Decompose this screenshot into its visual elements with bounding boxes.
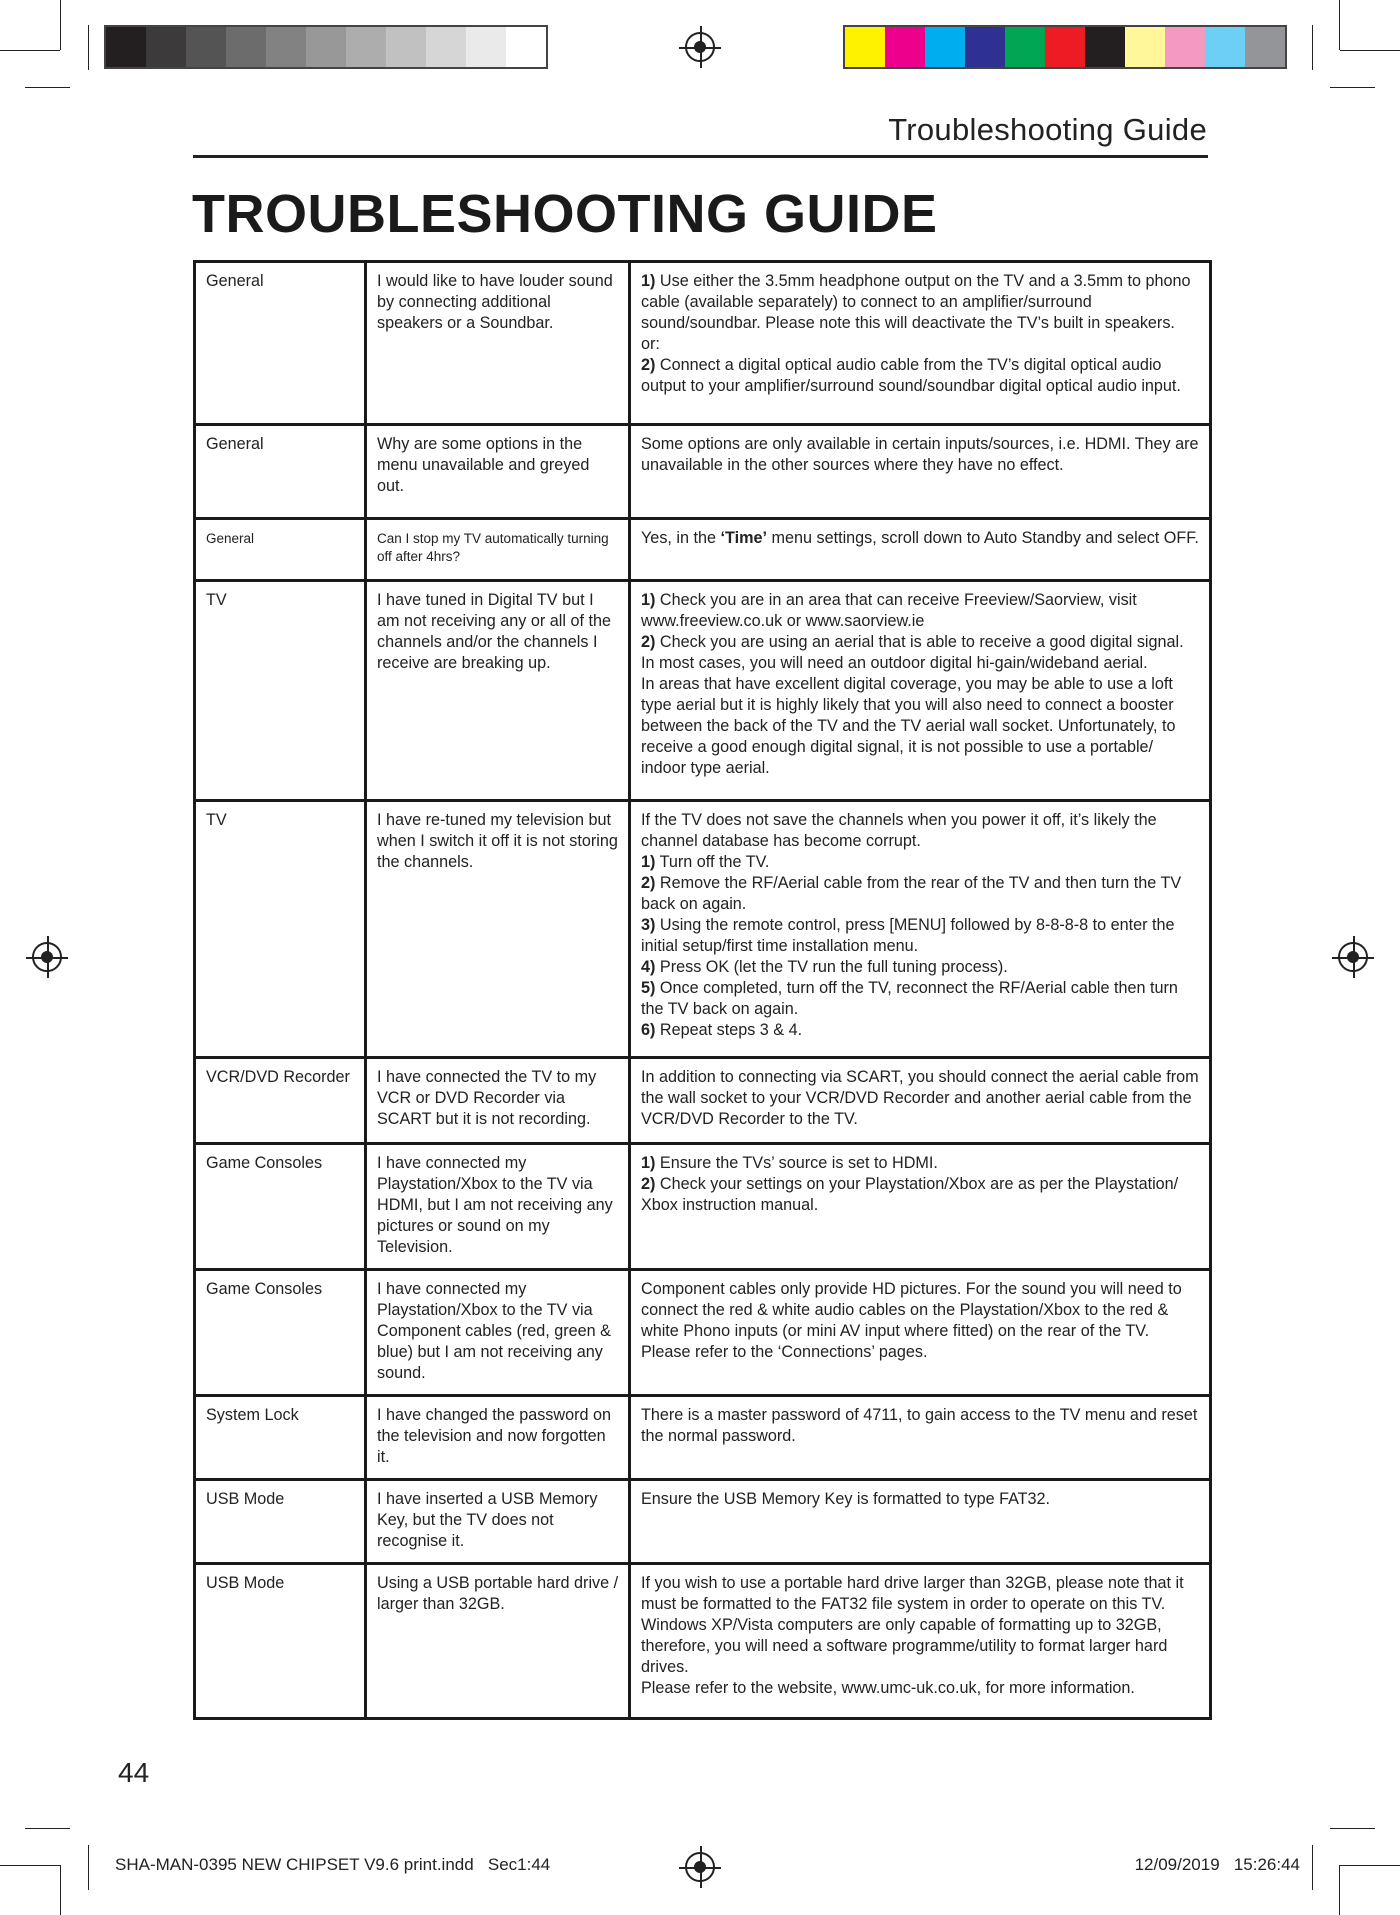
solution-text: Use either the 3.5mm headphone output on the TV and a 3.5mm to phono cable (available separately) to connect to an amplifier/surround sound/soundbar. Please note this will deactivate the TV’s built in speakers. xyxy=(641,272,1191,332)
step-number: 2) xyxy=(641,356,656,374)
calibration-swatch xyxy=(1085,27,1125,67)
solution-cell xyxy=(630,1480,1211,1564)
problem-cell: I would like to have louder sound by connecting additional speakers or a Soundbar. xyxy=(366,262,630,425)
solution-text: Repeat steps 3 & 4. xyxy=(655,1021,803,1039)
calibration-swatch xyxy=(386,27,426,67)
calibration-swatch xyxy=(1205,27,1245,67)
step-number: 1) xyxy=(641,1154,656,1172)
table-row xyxy=(195,1058,1211,1144)
solution-line xyxy=(641,1279,1200,1363)
solution-line xyxy=(641,590,1200,632)
solution-line xyxy=(641,355,1200,397)
problem-cell: Why are some options in the menu unavailable and greyed out. xyxy=(366,425,630,519)
crop-mark xyxy=(1312,1845,1313,1890)
step-number: 2) xyxy=(641,874,656,892)
category-cell: General xyxy=(195,425,366,519)
solution-cell xyxy=(630,1564,1211,1719)
solution-cell xyxy=(630,1270,1211,1396)
crop-mark xyxy=(1339,0,1340,50)
solution-text: Remove the RF/Aerial cable from the rear of the TV and then turn the TV back on again. xyxy=(641,874,1182,913)
solution-text: Component cables only provide HD pictures. For the sound you will need to connect the red & white audio cables on the Playstation/Xbox to the red & white Phono inputs (or mini AV input where fitted) on the rear of the TV. Please refer to the ‘Connections’ pages. xyxy=(641,1280,1182,1361)
crop-mark xyxy=(1339,1865,1340,1915)
step-number: 1) xyxy=(641,272,656,290)
problem-cell: I have connected my Playstation/Xbox to the TV via Component cables (red, green & blue) but I am not receiving any sound. xyxy=(366,1270,630,1396)
solution-text: Check your settings on your Playstation/Xbox are as per the Playstation/ Xbox instruction manual. xyxy=(641,1175,1179,1214)
crop-mark xyxy=(60,0,61,50)
solution-text: or: xyxy=(641,335,660,353)
solution-line xyxy=(641,1020,1200,1041)
table-row xyxy=(195,1144,1211,1270)
calibration-swatch xyxy=(1005,27,1045,67)
calibration-swatch xyxy=(1125,27,1165,67)
problem-cell: I have connected my Playstation/Xbox to the TV via HDMI, but I am not receiving any pictures or sound on my Television. xyxy=(366,1144,630,1270)
calibration-swatch xyxy=(146,27,186,67)
calibration-swatch xyxy=(1165,27,1205,67)
table-row xyxy=(195,425,1211,519)
step-number: 5) xyxy=(641,979,656,997)
crop-mark xyxy=(25,87,70,88)
calibration-swatch xyxy=(346,27,386,67)
crop-mark xyxy=(88,1845,89,1890)
step-number: 2) xyxy=(641,1175,656,1193)
category-cell: USB Mode xyxy=(195,1564,366,1719)
solution-text: If you wish to use a portable hard drive larger than 32GB, please note that it must be formatted to the FAT32 file system in order to operate on this TV. Windows XP/Vista computers are only capable of formatting up to 32GB, therefore, you will need a software programme/utility to format larger hard drives. xyxy=(641,1574,1184,1676)
registration-mark-icon xyxy=(685,1852,715,1882)
step-number: 1) xyxy=(641,853,656,871)
solution-line xyxy=(641,1174,1200,1216)
table-row xyxy=(195,262,1211,425)
category-cell: VCR/DVD Recorder xyxy=(195,1058,366,1144)
solution-line xyxy=(641,978,1200,1020)
calibration-swatch xyxy=(845,27,885,67)
crop-mark xyxy=(1330,1828,1375,1829)
solution-text: If the TV does not save the channels when you power it off, it’s likely the channel database has become corrupt. xyxy=(641,811,1157,850)
crop-mark xyxy=(1340,1865,1400,1866)
solution-line xyxy=(641,1489,1200,1510)
solution-line xyxy=(641,810,1200,852)
solution-cell xyxy=(630,425,1211,519)
solution-line xyxy=(641,1678,1200,1699)
solution-cell xyxy=(630,1058,1211,1144)
calibration-swatch xyxy=(226,27,266,67)
crop-mark xyxy=(1330,87,1375,88)
solution-cell xyxy=(630,1396,1211,1480)
solution-line xyxy=(641,1405,1200,1447)
table-row xyxy=(195,519,1211,581)
solution-text: Some options are only available in certain inputs/sources, i.e. HDMI. They are unavailable in the other sources where they have no effect. xyxy=(641,435,1199,474)
solution-text: Once completed, turn off the TV, reconnect the RF/Aerial cable then turn the TV back on again. xyxy=(641,979,1178,1018)
solution-line xyxy=(641,873,1200,915)
category-cell: TV xyxy=(195,801,366,1058)
category-cell: TV xyxy=(195,581,366,801)
solution-line xyxy=(641,852,1200,873)
solution-line xyxy=(641,674,1200,779)
calibration-swatch xyxy=(186,27,226,67)
calibration-swatch xyxy=(106,27,146,67)
solution-text: Connect a digital optical audio cable from the TV’s digital optical audio output to your amplifier/surround sound/soundbar digital optical audio input. xyxy=(641,356,1181,395)
problem-cell: I have connected the TV to my VCR or DVD Recorder via SCART but it is not recording. xyxy=(366,1058,630,1144)
category-cell: USB Mode xyxy=(195,1480,366,1564)
table-row xyxy=(195,1480,1211,1564)
calibration-swatch xyxy=(925,27,965,67)
header-rule xyxy=(193,155,1208,158)
crop-mark xyxy=(0,50,60,51)
solution-text: Turn off the TV. xyxy=(655,853,770,871)
page-number: 44 xyxy=(118,1757,150,1788)
page-title: TROUBLESHOOTING GUIDE xyxy=(192,184,938,244)
problem-cell: I have changed the password on the television and now forgotten it. xyxy=(366,1396,630,1480)
calibration-swatch xyxy=(306,27,346,67)
category-cell: Game Consoles xyxy=(195,1144,366,1270)
color-calibration-bar xyxy=(843,25,1287,69)
table-row xyxy=(195,801,1211,1058)
running-head: Troubleshooting Guide xyxy=(888,112,1207,147)
registration-mark-icon xyxy=(685,32,715,62)
calibration-swatch xyxy=(266,27,306,67)
crop-mark xyxy=(88,25,89,70)
calibration-swatch xyxy=(426,27,466,67)
calibration-swatch xyxy=(506,27,546,67)
troubleshooting-table xyxy=(193,260,1212,1720)
crop-mark xyxy=(1340,50,1400,51)
table-row xyxy=(195,1270,1211,1396)
crop-mark xyxy=(60,1865,61,1915)
solution-text: In addition to connecting via SCART, you should connect the aerial cable from the wall socket to your VCR/DVD Recorder and another aerial cable from the VCR/DVD Recorder to the TV. xyxy=(641,1068,1199,1128)
solution-line xyxy=(641,528,1200,549)
slug-file-info: SHA-MAN-0395 NEW CHIPSET V9.6 print.indd Sec1:44 xyxy=(115,1855,551,1874)
solution-line xyxy=(641,1067,1200,1130)
step-number: 1) xyxy=(641,591,656,609)
problem-cell: I have tuned in Digital TV but I am not receiving any or all of the channels and/or the channels I receive are breaking up. xyxy=(366,581,630,801)
step-number: 6) xyxy=(641,1021,656,1039)
problem-cell: Using a USB portable hard drive / larger than 32GB. xyxy=(366,1564,630,1719)
category-cell: General xyxy=(195,519,366,581)
crop-mark xyxy=(1312,25,1313,70)
grayscale-calibration-bar xyxy=(104,25,548,69)
solution-text: There is a master password of 4711, to gain access to the TV menu and reset the normal password. xyxy=(641,1406,1198,1445)
step-number: 3) xyxy=(641,916,656,934)
solution-text: Check you are in an area that can receive Freeview/Saorview, visit www.freeview.co.uk or www.saorview.ie xyxy=(641,591,1137,630)
step-number: ‘Time’ xyxy=(720,529,767,547)
calibration-swatch xyxy=(885,27,925,67)
solution-line xyxy=(641,1573,1200,1678)
solution-cell xyxy=(630,1144,1211,1270)
solution-text: Check you are using an aerial that is able to receive a good digital signal. In most cases, you will need an outdoor digital hi-gain/wideband aerial. xyxy=(641,633,1184,672)
solution-text: menu settings, scroll down to Auto Standby and select OFF. xyxy=(766,529,1199,547)
registration-mark-icon xyxy=(32,942,62,972)
category-cell: General xyxy=(195,262,366,425)
crop-mark xyxy=(25,1828,70,1829)
table-row xyxy=(195,1564,1211,1719)
crop-mark xyxy=(0,1865,60,1866)
solution-text: In areas that have excellent digital coverage, you may be able to use a loft type aerial but it is highly likely that you will also need to connect a booster between the back of the TV and the TV aerial wall socket. Unfortunately, to receive a good enough digital signal, it is not possible to use a portable/ indoor type aerial. xyxy=(641,675,1176,777)
category-cell: Game Consoles xyxy=(195,1270,366,1396)
solution-text: Yes, in the xyxy=(641,529,721,547)
solution-text: Press OK (let the TV run the full tuning process). xyxy=(655,958,1008,976)
calibration-swatch xyxy=(466,27,506,67)
solution-text: Ensure the TVs’ source is set to HDMI. xyxy=(655,1154,938,1172)
table-row xyxy=(195,1396,1211,1480)
solution-line xyxy=(641,1153,1200,1174)
solution-text: Ensure the USB Memory Key is formatted to type FAT32. xyxy=(641,1490,1051,1508)
solution-text: Please refer to the website, www.umc-uk.co.uk, for more information. xyxy=(641,1679,1135,1697)
solution-line xyxy=(641,632,1200,674)
solution-line xyxy=(641,957,1200,978)
solution-line xyxy=(641,334,1200,355)
category-cell: System Lock xyxy=(195,1396,366,1480)
solution-text: Using the remote control, press [MENU] followed by 8-8-8-8 to enter the initial setup/first time installation menu. xyxy=(641,916,1175,955)
table-row xyxy=(195,581,1211,801)
step-number: 4) xyxy=(641,958,656,976)
solution-cell xyxy=(630,801,1211,1058)
calibration-swatch xyxy=(1245,27,1285,67)
slug-date-time: 12/09/2019 15:26:44 xyxy=(1134,1855,1300,1874)
solution-line xyxy=(641,434,1200,476)
registration-mark-icon xyxy=(1338,942,1368,972)
solution-cell xyxy=(630,581,1211,801)
problem-cell: Can I stop my TV automatically turning off after 4hrs? xyxy=(366,519,630,581)
calibration-swatch xyxy=(965,27,1005,67)
solution-cell xyxy=(630,519,1211,581)
step-number: 2) xyxy=(641,633,656,651)
calibration-swatch xyxy=(1045,27,1085,67)
solution-line xyxy=(641,915,1200,957)
problem-cell: I have re-tuned my television but when I switch it off it is not storing the channels. xyxy=(366,801,630,1058)
solution-cell xyxy=(630,262,1211,425)
solution-line xyxy=(641,271,1200,334)
problem-cell: I have inserted a USB Memory Key, but the TV does not recognise it. xyxy=(366,1480,630,1564)
